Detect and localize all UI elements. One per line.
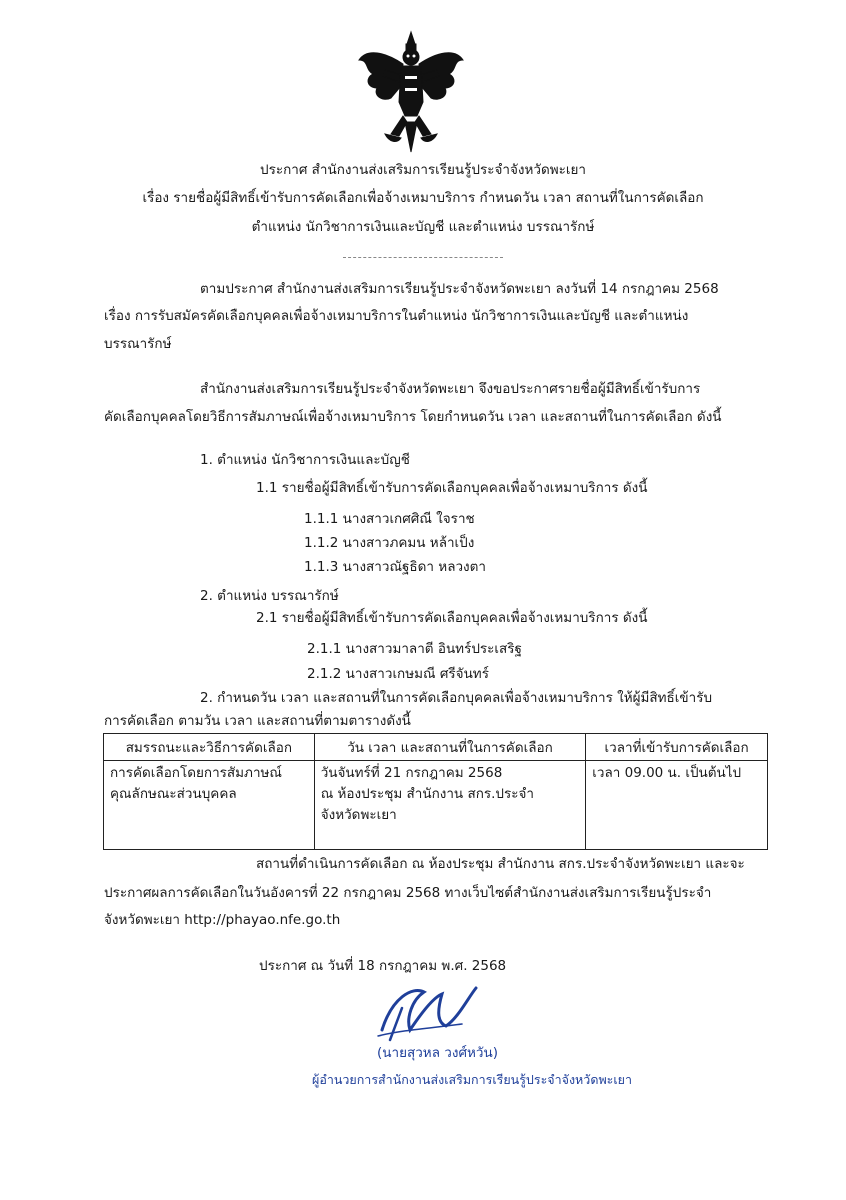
candidate-1-1-3: 1.1.3 นางสาวณัฐธิดา หลวงตา [304,559,486,575]
table-header-row [104,734,768,761]
table-header-competency: สมรรถนะและวิธีการคัดเลือก [104,734,315,761]
closing-line-3: จังหวัดพะเยา http://phayao.nfe.go.th [104,912,341,928]
garuda-emblem-icon [355,30,467,155]
section-1-heading: 1. ตำแหน่ง นักวิชาการเงินและบัญชี [200,452,410,468]
cell-line: เวลา 09.00 น. เป็นต้นไป [592,765,742,781]
signatory-title: ผู้อำนวยการสำนักงานส่งเสริมการเรียนรู้ประจำจังหวัดพะเยา [312,1072,633,1087]
paragraph-reference-line-1: ตามประกาศ สำนักงานส่งเสริมการเรียนรู้ประจำจังหวัดพะเยา ลงวันที่ 14 กรกฎาคม 2568 [200,281,719,297]
announcement-date: ประกาศ ณ วันที่ 18 กรกฎาคม พ.ศ. 2568 [259,958,507,974]
paragraph-notice-line-1: สำนักงานส่งเสริมการเรียนรู้ประจำจังหวัดพะเยา จึงขอประกาศรายชื่อผู้มีสิทธิ์เข้ารับการ [200,381,701,397]
closing-line-2: ประกาศผลการคัดเลือกในวันอังคารที่ 22 กรกฎาคม 2568 ทางเว็บไซต์สำนักงานส่งเสริมการเรียนรู้ประจำ [104,885,712,901]
signature-icon [372,978,492,1048]
paragraph-reference-line-3: บรรณารักษ์ [104,336,172,352]
candidate-1-1-1: 1.1.1 นางสาวเกศศิณี ใจราช [304,511,475,527]
schedule-table [103,733,768,850]
cell-line: คุณลักษณะส่วนบุคคล [110,786,237,802]
candidate-2-1-1: 2.1.1 นางสาวมาลาตี อินทร์ประเสริฐ [307,641,522,657]
paragraph-schedule-line-2: การคัดเลือก ตามวัน เวลา และสถานที่ตามตารางดังนี้ [104,713,411,729]
announcement-heading: ประกาศ สำนักงานส่งเสริมการเรียนรู้ประจำจังหวัดพะเยา [260,162,586,178]
section-2-1-heading: 2.1 รายชื่อผู้มีสิทธิ์เข้ารับการคัดเลือกบุคคลเพื่อจ้างเหมาบริการ ดังนี้ [256,610,648,626]
table-header-report-time: เวลาที่เข้ารับการคัดเลือก [586,734,768,761]
announcement-positions: ตำแหน่ง นักวิชาการเงินและบัญชี และตำแหน่ง บรรณารักษ์ [251,219,595,235]
cell-line: วันจันทร์ที่ 21 กรกฎาคม 2568 [320,765,503,781]
table-row [104,761,768,850]
table-header-datetime-place: วัน เวลา และสถานที่ในการคัดเลือก [314,734,586,761]
section-2-heading: 2. ตำแหน่ง บรรณารักษ์ [200,588,339,604]
table-cell-report-time [586,761,768,850]
table-cell-competency [104,761,315,850]
candidate-1-1-2: 1.1.2 นางสาวภคมน หล้าเป็ง [304,535,475,551]
announcement-subject: เรื่อง รายชื่อผู้มีสิทธิ์เข้ารับการคัดเลือกเพื่อจ้างเหมาบริการ กำหนดวัน เวลา สถานที่ในการคัดเลือก [142,190,704,206]
table-cell-datetime-place [314,761,586,850]
signatory-name: (นายสุวหล วงศ์หวัน) [377,1045,498,1061]
paragraph-reference-line-2: เรื่อง การรับสมัครคัดเลือกบุคคลเพื่อจ้างเหมาบริการในตำแหน่ง นักวิชาการเงินและบัญชี และตำแหน่ง [104,308,689,324]
cell-line: การคัดเลือกโดยการสัมภาษณ์ [110,765,282,781]
closing-line-1: สถานที่ดำเนินการคัดเลือก ณ ห้องประชุม สำนักงาน สกร.ประจำจังหวัดพะเยา และจะ [256,856,745,872]
paragraph-schedule-line-1: 2. กำหนดวัน เวลา และสถานที่ในการคัดเลือกบุคคลเพื่อจ้างเหมาบริการ ให้ผู้มีสิทธิ์เข้ารับ [200,690,713,706]
paragraph-notice-line-2: คัดเลือกบุคคลโดยวิธีการสัมภาษณ์เพื่อจ้างเหมาบริการ โดยกำหนดวัน เวลา และสถานที่ในการคัดเลือก ดังนี้ [104,409,722,425]
header-divider [343,257,503,258]
cell-line: จังหวัดพะเยา [320,807,397,823]
cell-line: ณ ห้องประชุม สำนักงาน สกร.ประจำ [320,786,534,802]
section-1-1-heading: 1.1 รายชื่อผู้มีสิทธิ์เข้ารับการคัดเลือกบุคคลเพื่อจ้างเหมาบริการ ดังนี้ [256,480,648,496]
candidate-2-1-2: 2.1.2 นางสาวเกษมณี ศรีจันทร์ [307,666,489,682]
